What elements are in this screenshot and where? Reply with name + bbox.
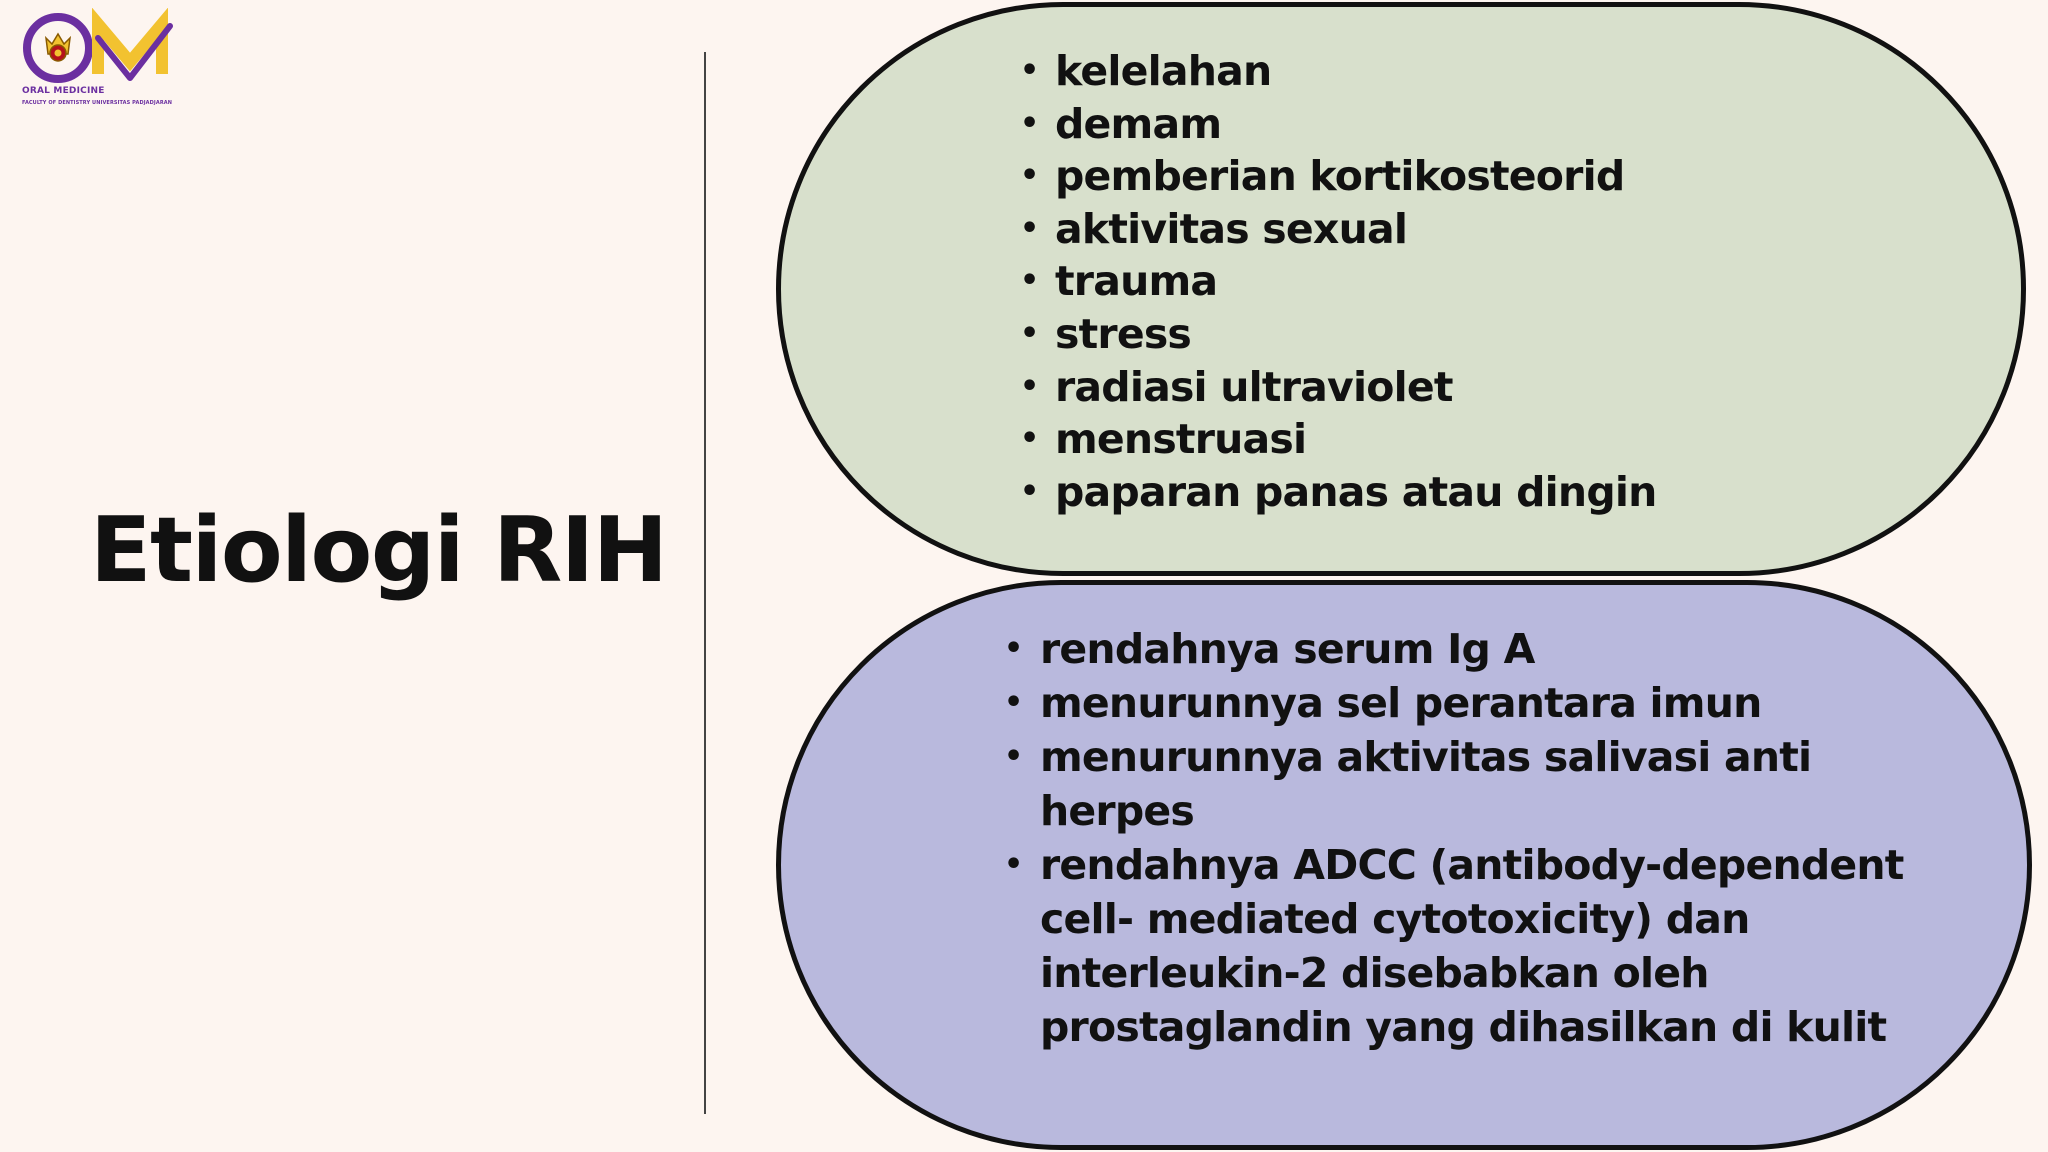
top-etiology-list (1055, 45, 1657, 518)
crest-icon (46, 34, 70, 61)
vertical-divider (704, 52, 706, 1114)
list-item: • demam (1055, 98, 1657, 151)
bottom-etiology-list (1040, 622, 1920, 1054)
list-item: • pemberian kortikosteorid (1055, 150, 1657, 203)
list-item: • aktivitas sexual (1055, 203, 1657, 256)
slide-title: Etiologi RIH (90, 498, 667, 603)
list-item: • trauma (1055, 255, 1657, 308)
list-item: • menurunnya sel perantara imun (1040, 676, 1920, 730)
om-logo-icon (20, 8, 180, 88)
list-item: • rendahnya serum Ig A (1040, 622, 1920, 676)
list-item: • kelelahan (1055, 45, 1657, 98)
oral-medicine-logo (20, 8, 180, 108)
logo-title: ORAL MEDICINE (22, 86, 105, 96)
list-item: • paparan panas atau dingin (1055, 466, 1657, 519)
list-item: • radiasi ultraviolet (1055, 361, 1657, 414)
logo-subtitle: FACULTY OF DENTISTRY UNIVERSITAS PADJADJARAN (22, 100, 173, 106)
list-item: • menurunnya aktivitas salivasi anti herpes (1040, 730, 1920, 838)
list-item: • stress (1055, 308, 1657, 361)
list-item: • rendahnya ADCC (antibody-dependent cell- mediated cytotoxicity) dan interleukin-2 disebabkan oleh prostaglandin yang dihasilkan di kulit (1040, 838, 1920, 1054)
list-item: • menstruasi (1055, 413, 1657, 466)
